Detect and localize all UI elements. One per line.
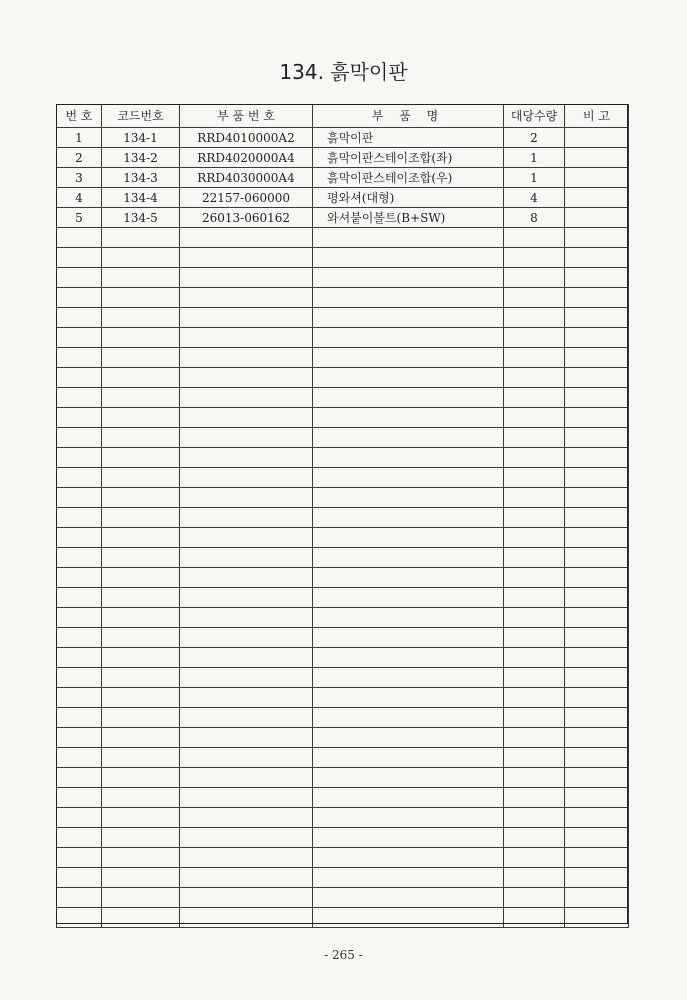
table-row [57, 348, 629, 368]
cell-name [313, 648, 504, 668]
cell-part-no [180, 488, 313, 508]
header-part-no: 부 품 번 호 [180, 105, 313, 128]
table-row [57, 388, 629, 408]
cell-qty [504, 568, 565, 588]
table-row [57, 788, 629, 808]
cell-code [102, 288, 180, 308]
cell-qty [504, 608, 565, 628]
cell-name: 평와셔(대형) [313, 188, 504, 208]
table-row [57, 228, 629, 248]
cell-name [313, 848, 504, 868]
cell-part-no [180, 268, 313, 288]
cell-name [313, 908, 504, 928]
cell-part-no [180, 688, 313, 708]
cell-code [102, 808, 180, 828]
cell-name [313, 328, 504, 348]
cell-code [102, 528, 180, 548]
cell-part-no [180, 708, 313, 728]
cell-qty [504, 228, 565, 248]
cell-code [102, 628, 180, 648]
cell-code [102, 428, 180, 448]
table-row [57, 488, 629, 508]
table-row [57, 688, 629, 708]
page-number: - 265 - [324, 948, 363, 962]
cell-note [565, 868, 629, 888]
cell-name [313, 548, 504, 568]
cell-qty [504, 508, 565, 528]
cell-no: 2 [57, 148, 102, 168]
cell-code [102, 508, 180, 528]
table-row [57, 408, 629, 428]
cell-qty [504, 628, 565, 648]
cell-qty [504, 528, 565, 548]
cell-qty [504, 668, 565, 688]
cell-note [565, 788, 629, 808]
cell-part-no [180, 828, 313, 848]
header-code: 코드번호 [102, 105, 180, 128]
cell-qty [504, 848, 565, 868]
cell-part-no [180, 548, 313, 568]
cell-note [565, 708, 629, 728]
cell-code: 134-3 [102, 168, 180, 188]
cell-no [57, 728, 102, 748]
cell-name [313, 408, 504, 428]
cell-no: 5 [57, 208, 102, 228]
cell-name [313, 448, 504, 468]
cell-part-no [180, 588, 313, 608]
cell-no [57, 868, 102, 888]
cell-part-no: RRD4030000A4 [180, 168, 313, 188]
cell-no [57, 688, 102, 708]
cell-qty [504, 748, 565, 768]
cell-no [57, 368, 102, 388]
table-body [57, 128, 629, 928]
cell-code [102, 448, 180, 468]
cell-qty [504, 368, 565, 388]
cell-note [565, 248, 629, 268]
cell-code [102, 548, 180, 568]
table-row [57, 248, 629, 268]
cell-no [57, 708, 102, 728]
cell-part-no [180, 508, 313, 528]
cell-qty: 2 [504, 128, 565, 148]
cell-no [57, 788, 102, 808]
cell-name [313, 288, 504, 308]
cell-name [313, 888, 504, 908]
cell-name [313, 828, 504, 848]
cell-no [57, 748, 102, 768]
cell-code [102, 248, 180, 268]
cell-name [313, 688, 504, 708]
cell-part-no [180, 388, 313, 408]
table-row [57, 768, 629, 788]
cell-qty [504, 728, 565, 748]
table-row [57, 128, 629, 148]
cell-qty [504, 828, 565, 848]
cell-qty [504, 888, 565, 908]
cell-no [57, 608, 102, 628]
cell-qty: 1 [504, 168, 565, 188]
cell-part-no [180, 448, 313, 468]
table-row [57, 848, 629, 868]
cell-part-no [180, 628, 313, 648]
cell-code: 134-2 [102, 148, 180, 168]
cell-name [313, 608, 504, 628]
table-row [57, 668, 629, 688]
cell-no [57, 428, 102, 448]
table-row [57, 628, 629, 648]
cell-note [565, 608, 629, 628]
cell-qty [504, 688, 565, 708]
cell-name [313, 368, 504, 388]
cell-code [102, 648, 180, 668]
cell-name [313, 808, 504, 828]
cell-part-no [180, 468, 313, 488]
cell-note [565, 768, 629, 788]
cell-name [313, 708, 504, 728]
cell-note [565, 688, 629, 708]
cell-note [565, 128, 629, 148]
cell-qty: 8 [504, 208, 565, 228]
cell-name [313, 628, 504, 648]
cell-name [313, 568, 504, 588]
cell-code [102, 368, 180, 388]
header-part-name: 부 품 명 [313, 105, 504, 128]
cell-qty [504, 468, 565, 488]
cell-no [57, 888, 102, 908]
cell-note [565, 488, 629, 508]
cell-note [565, 388, 629, 408]
cell-name [313, 308, 504, 328]
cell-qty [504, 288, 565, 308]
cell-part-no [180, 308, 313, 328]
cell-code [102, 848, 180, 868]
table-row [57, 428, 629, 448]
cell-no [57, 308, 102, 328]
cell-part-no [180, 648, 313, 668]
cell-part-no [180, 328, 313, 348]
cell-part-no [180, 788, 313, 808]
cell-no [57, 548, 102, 568]
header-no: 번 호 [57, 105, 102, 128]
table-row [57, 288, 629, 308]
cell-name [313, 348, 504, 368]
cell-code [102, 768, 180, 788]
table-row [57, 908, 629, 928]
cell-note [565, 528, 629, 548]
cell-name [313, 388, 504, 408]
cell-note [565, 508, 629, 528]
cell-name [313, 868, 504, 888]
table-row [57, 708, 629, 728]
cell-part-no [180, 888, 313, 908]
cell-name [313, 228, 504, 248]
cell-qty [504, 388, 565, 408]
cell-qty: 4 [504, 188, 565, 208]
cell-name [313, 788, 504, 808]
table-row [57, 328, 629, 348]
cell-part-no [180, 408, 313, 428]
cell-qty [504, 488, 565, 508]
cell-part-no [180, 808, 313, 828]
cell-note [565, 168, 629, 188]
cell-note [565, 748, 629, 768]
cell-qty [504, 908, 565, 928]
cell-code [102, 788, 180, 808]
cell-qty [504, 648, 565, 668]
cell-name [313, 728, 504, 748]
cell-note [565, 448, 629, 468]
cell-note [565, 348, 629, 368]
cell-qty [504, 788, 565, 808]
cell-code [102, 348, 180, 368]
header-qty: 대당수량 [504, 105, 565, 128]
cell-no [57, 268, 102, 288]
table-row [57, 308, 629, 328]
table-row [57, 468, 629, 488]
cell-no [57, 568, 102, 588]
cell-note [565, 588, 629, 608]
table-row [57, 368, 629, 388]
cell-code [102, 308, 180, 328]
cell-qty [504, 248, 565, 268]
cell-name [313, 748, 504, 768]
cell-qty [504, 588, 565, 608]
table-row [57, 648, 629, 668]
cell-code [102, 228, 180, 248]
cell-name [313, 248, 504, 268]
cell-qty [504, 308, 565, 328]
cell-no [57, 248, 102, 268]
table-row [57, 208, 629, 228]
cell-code [102, 868, 180, 888]
cell-part-no [180, 848, 313, 868]
cell-part-no [180, 768, 313, 788]
cell-part-no [180, 248, 313, 268]
cell-no [57, 628, 102, 648]
cell-code: 134-5 [102, 208, 180, 228]
cell-name [313, 428, 504, 448]
cell-no [57, 408, 102, 428]
cell-qty [504, 808, 565, 828]
cell-qty [504, 328, 565, 348]
cell-part-no [180, 668, 313, 688]
parts-table [56, 104, 629, 928]
table-row [57, 548, 629, 568]
cell-part-no [180, 368, 313, 388]
cell-qty [504, 268, 565, 288]
cell-no [57, 908, 102, 928]
cell-code [102, 588, 180, 608]
cell-note [565, 848, 629, 868]
cell-part-no: RRD4020000A4 [180, 148, 313, 168]
header-note: 비 고 [565, 105, 629, 128]
cell-no [57, 448, 102, 468]
cell-note [565, 468, 629, 488]
cell-no [57, 388, 102, 408]
cell-part-no [180, 568, 313, 588]
cell-note [565, 288, 629, 308]
cell-name [313, 668, 504, 688]
cell-name [313, 508, 504, 528]
cell-note [565, 808, 629, 828]
cell-name [313, 588, 504, 608]
cell-note [565, 568, 629, 588]
cell-qty [504, 428, 565, 448]
cell-code [102, 608, 180, 628]
cell-qty [504, 448, 565, 468]
cell-no [57, 768, 102, 788]
cell-code [102, 468, 180, 488]
table-row [57, 588, 629, 608]
cell-note [565, 668, 629, 688]
table-row [57, 868, 629, 888]
cell-code [102, 668, 180, 688]
cell-qty [504, 868, 565, 888]
cell-note [565, 208, 629, 228]
table-row [57, 888, 629, 908]
cell-note [565, 648, 629, 668]
page-title: 134. 흙막이판 [279, 60, 408, 84]
cell-name [313, 768, 504, 788]
cell-qty: 1 [504, 148, 565, 168]
table-row [57, 728, 629, 748]
cell-name: 흙막이판스테이조합(좌) [313, 148, 504, 168]
cell-note [565, 908, 629, 928]
table-row [57, 188, 629, 208]
cell-code [102, 888, 180, 908]
cell-no [57, 828, 102, 848]
cell-part-no [180, 868, 313, 888]
cell-name: 흙막이판 [313, 128, 504, 148]
cell-note [565, 828, 629, 848]
cell-part-no: 22157-060000 [180, 188, 313, 208]
cell-no [57, 488, 102, 508]
cell-name [313, 268, 504, 288]
cell-code [102, 908, 180, 928]
cell-part-no [180, 608, 313, 628]
cell-part-no [180, 288, 313, 308]
cell-no: 1 [57, 128, 102, 148]
cell-code [102, 748, 180, 768]
cell-no [57, 328, 102, 348]
cell-note [565, 228, 629, 248]
cell-no: 3 [57, 168, 102, 188]
cell-note [565, 328, 629, 348]
cell-qty [504, 348, 565, 368]
cell-name [313, 488, 504, 508]
cell-no [57, 228, 102, 248]
cell-no: 4 [57, 188, 102, 208]
cell-code [102, 708, 180, 728]
cell-no [57, 528, 102, 548]
cell-qty [504, 708, 565, 728]
cell-no [57, 348, 102, 368]
table-row [57, 808, 629, 828]
cell-no [57, 468, 102, 488]
table-row [57, 748, 629, 768]
cell-note [565, 428, 629, 448]
cell-part-no [180, 728, 313, 748]
table-header-row [57, 105, 629, 128]
cell-code [102, 488, 180, 508]
cell-note [565, 368, 629, 388]
cell-note [565, 148, 629, 168]
cell-no [57, 848, 102, 868]
cell-part-no [180, 748, 313, 768]
cell-code: 134-1 [102, 128, 180, 148]
table-row [57, 568, 629, 588]
cell-no [57, 288, 102, 308]
cell-note [565, 188, 629, 208]
cell-part-no [180, 528, 313, 548]
cell-note [565, 548, 629, 568]
cell-note [565, 408, 629, 428]
cell-part-no [180, 228, 313, 248]
cell-code [102, 408, 180, 428]
table-row [57, 528, 629, 548]
cell-name [313, 528, 504, 548]
cell-no [57, 508, 102, 528]
cell-note [565, 308, 629, 328]
cell-qty [504, 768, 565, 788]
cell-note [565, 628, 629, 648]
table-row [57, 168, 629, 188]
cell-code: 134-4 [102, 188, 180, 208]
cell-qty [504, 408, 565, 428]
cell-part-no: RRD4010000A2 [180, 128, 313, 148]
cell-code [102, 688, 180, 708]
cell-code [102, 828, 180, 848]
table-row [57, 828, 629, 848]
cell-code [102, 328, 180, 348]
cell-name: 와셔붙이볼트(B+SW) [313, 208, 504, 228]
cell-note [565, 268, 629, 288]
cell-code [102, 568, 180, 588]
table-row [57, 448, 629, 468]
cell-part-no [180, 908, 313, 928]
cell-qty [504, 548, 565, 568]
cell-no [57, 668, 102, 688]
cell-no [57, 588, 102, 608]
cell-note [565, 728, 629, 748]
cell-name: 흙막이판스테이조합(우) [313, 168, 504, 188]
cell-code [102, 268, 180, 288]
cell-code [102, 728, 180, 748]
table-row [57, 268, 629, 288]
cell-part-no: 26013-060162 [180, 208, 313, 228]
table-row [57, 608, 629, 628]
cell-name [313, 468, 504, 488]
table-row [57, 148, 629, 168]
cell-no [57, 648, 102, 668]
cell-note [565, 888, 629, 908]
cell-no [57, 808, 102, 828]
cell-part-no [180, 348, 313, 368]
cell-code [102, 388, 180, 408]
table-row [57, 508, 629, 528]
cell-part-no [180, 428, 313, 448]
